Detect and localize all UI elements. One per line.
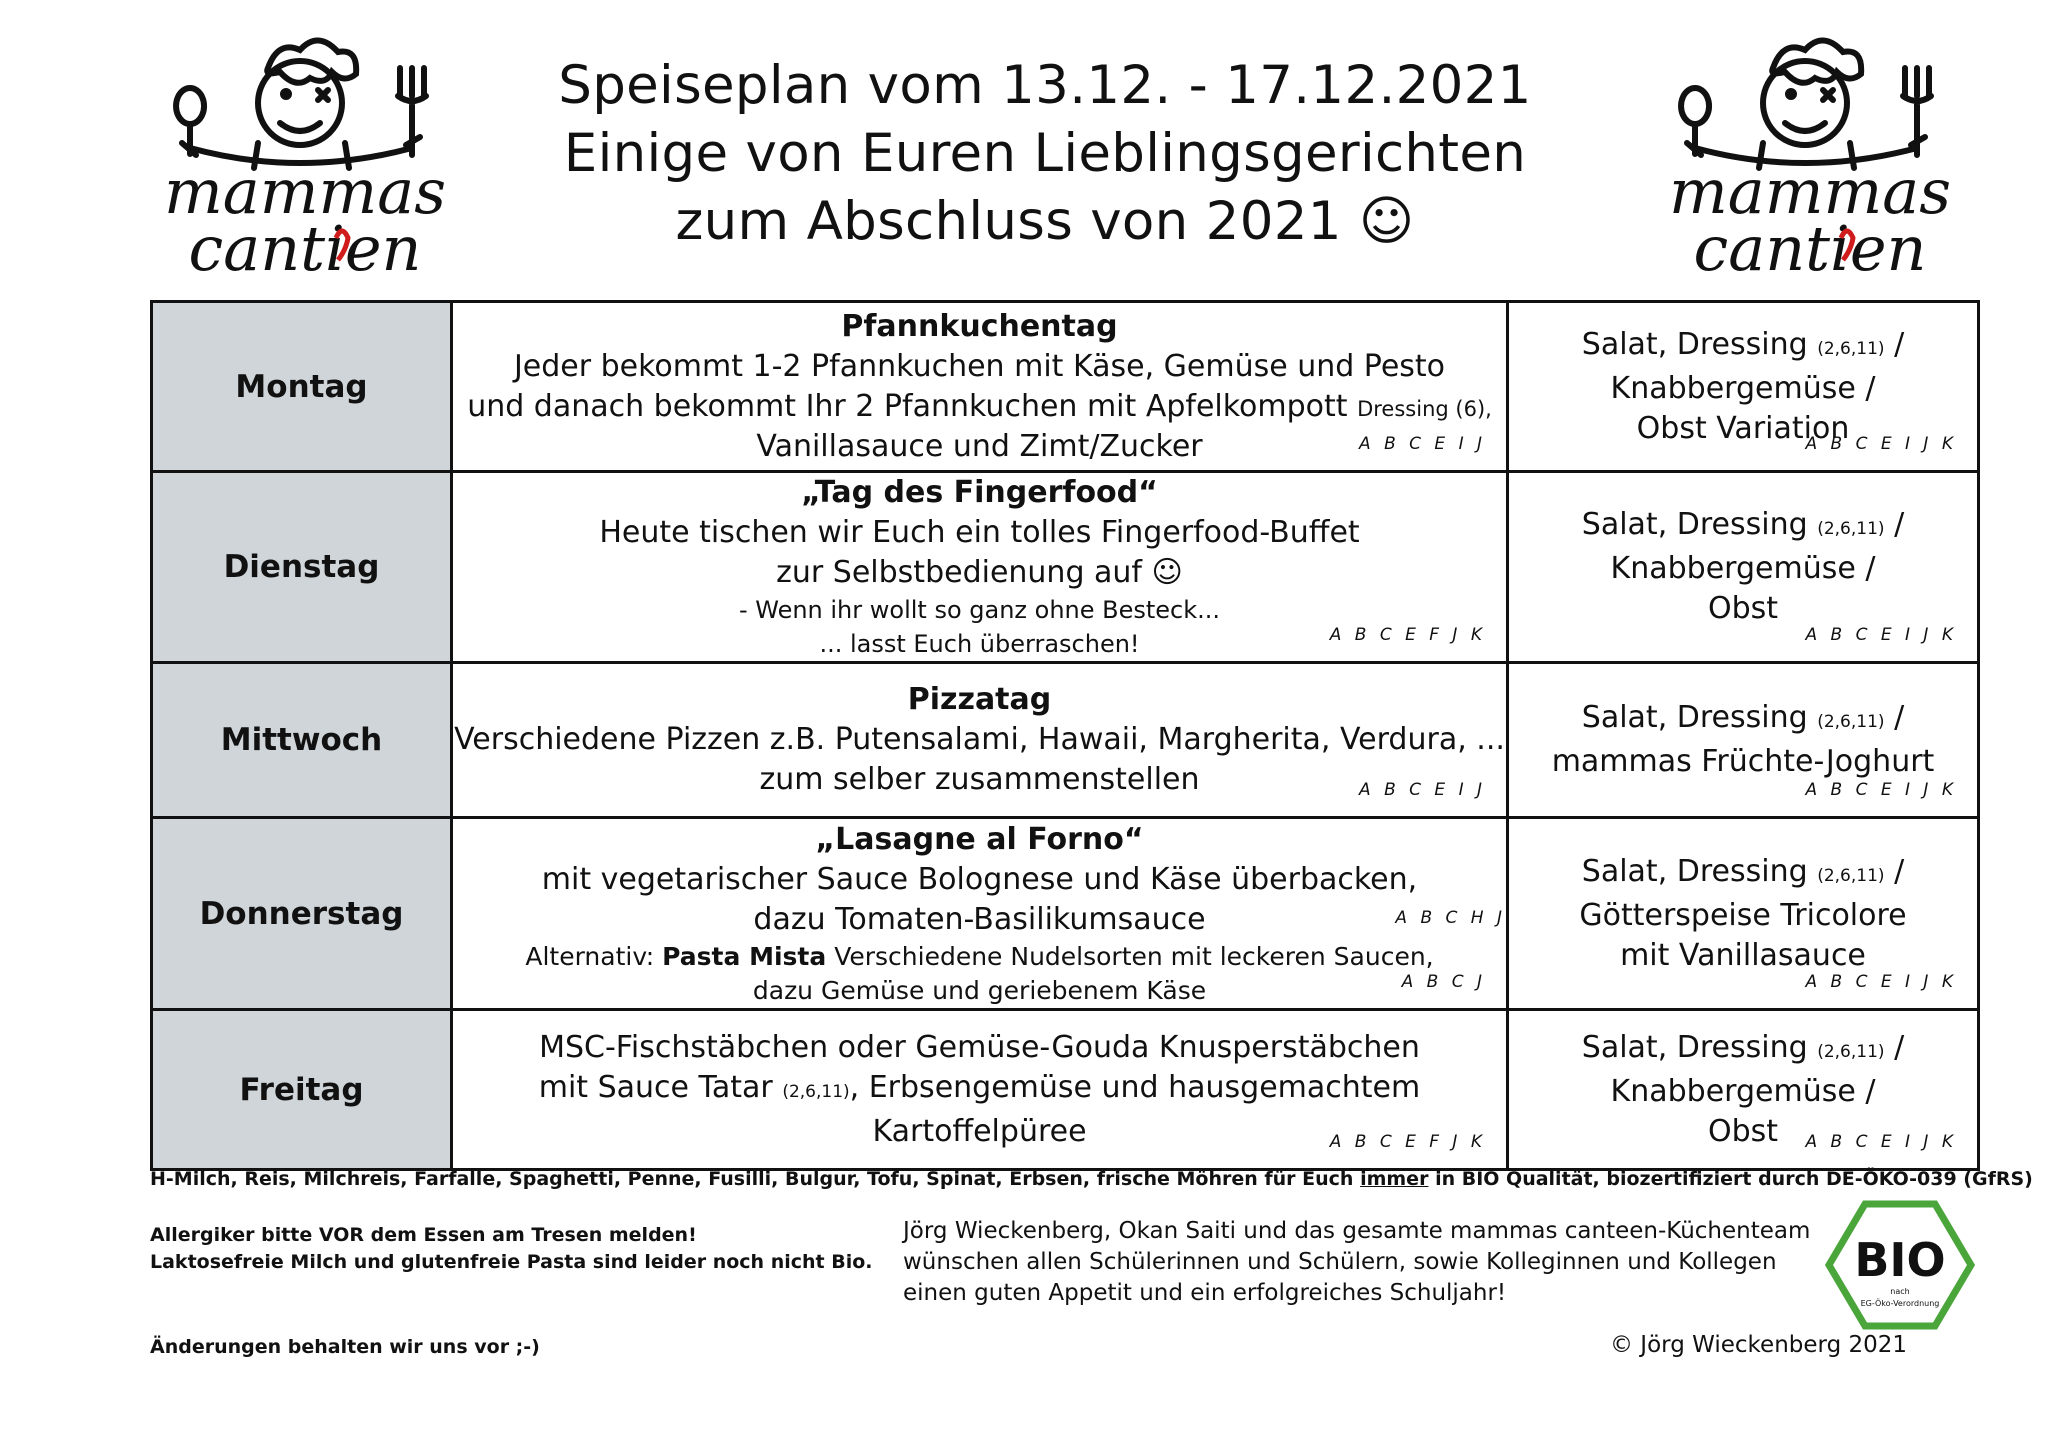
side-dish-cell xyxy=(1508,818,1979,1010)
main-dish-cell xyxy=(452,472,1508,663)
dish-line: Heute tischen wir Euch ein tolles Fingerfood-Buffet xyxy=(599,515,1360,550)
side-line: Knabbergemüse / xyxy=(1610,551,1876,586)
dish-line: Vanillasauce und Zimt/Zucker xyxy=(756,428,1203,464)
side-line: Knabbergemüse / xyxy=(1610,370,1876,406)
side-line: Salat, Dressing (2,6,11) / xyxy=(1581,507,1905,542)
dish-line: Jeder bekommt 1-2 Pfannkuchen mit Käse, Gemüse und Pesto xyxy=(513,348,1446,384)
side-line: Obst xyxy=(1707,1113,1779,1149)
allergen-codes: A B C E I J K xyxy=(1805,1132,1957,1152)
side-dish-cell xyxy=(1508,663,1979,818)
dish-line: mit Sauce Tatar (2,6,11), Erbsengemüse und hausgemachtem Kartoffelpüree xyxy=(538,1069,1421,1149)
bio-seal-text: BIO xyxy=(1854,1233,1946,1287)
allergen-codes: A B C H J xyxy=(1395,907,1506,928)
menu-table xyxy=(150,300,1980,1171)
allergen-codes: A B C E I J K xyxy=(1805,625,1957,645)
table-row xyxy=(152,663,1979,818)
dish-note: - Wenn ihr wollt so ganz ohne Besteck... xyxy=(738,596,1221,624)
dish-note: ... lasst Euch überraschen! xyxy=(819,630,1140,658)
dressing-note: Dressing (6), xyxy=(1357,396,1492,421)
side-line: Götterspeise Tricolore xyxy=(1579,897,1907,933)
main-dish-cell xyxy=(452,663,1508,818)
dish-line: mit vegetarischer Sauce Bolognese und Käse überbacken, xyxy=(541,861,1418,897)
changes-note: Änderungen behalten wir uns vor ;-) xyxy=(150,1336,540,1358)
main-dish-cell xyxy=(452,818,1508,1010)
side-dish-cell xyxy=(1508,1010,1979,1170)
side-line: Knabbergemüse / xyxy=(1610,1073,1876,1109)
table-row xyxy=(152,818,1979,1010)
side-line: Salat, Dressing (2,6,11) / xyxy=(1581,326,1905,362)
dish-line: MSC-Fischstäbchen oder Gemüse-Gouda Knusperstäbchen xyxy=(539,1029,1420,1065)
allergen-codes: A B C E I J K xyxy=(1805,434,1957,454)
dish-title: Pizzatag xyxy=(907,682,1052,717)
table-row xyxy=(152,302,1979,472)
allergen-codes: A B C E I J K xyxy=(1805,972,1957,992)
dish-line: dazu Tomaten-Basilikumsauce A B C H J xyxy=(453,900,1506,940)
side-line: Salat, Dressing (2,6,11) / xyxy=(1581,700,1905,735)
copyright: © Jörg Wieckenberg 2021 xyxy=(1610,1332,1908,1358)
allergen-codes: A B C E I J xyxy=(1359,780,1486,800)
logo-word-cantien: cantien xyxy=(1693,212,1927,278)
day-label: Donnerstag xyxy=(152,818,452,1010)
alternative-line: Alternativ: Pasta Mista Verschiedene Nudelsorten mit leckeren Saucen, xyxy=(525,941,1434,971)
dish-line: zur Selbstbedienung auf ☺ xyxy=(776,555,1183,590)
side-dish-cell xyxy=(1508,302,1979,472)
side-line: mit Vanillasauce xyxy=(1620,937,1866,973)
day-label: Mittwoch xyxy=(152,663,452,818)
mammas-cantien-logo-right xyxy=(1655,28,1965,278)
dish-title: „Tag des Fingerfood“ xyxy=(801,475,1158,510)
dish-line: zum selber zusammenstellen xyxy=(759,762,1200,797)
bio-seal-icon xyxy=(1825,1200,1975,1330)
allergen-codes: A B C E F J K xyxy=(1329,625,1486,645)
dish-title: Pfannkuchentag xyxy=(841,308,1118,344)
bio-seal-sub1: nach xyxy=(1890,1287,1910,1296)
dish-line: und danach bekommt Ihr 2 Pfannkuchen mit Apfelkompott Dressing (6), xyxy=(467,388,1492,424)
side-line: Obst Variation xyxy=(1636,410,1850,446)
side-line: Obst xyxy=(1707,591,1779,626)
alternative-line: dazu Gemüse und geriebenem Käse xyxy=(752,975,1207,1005)
allergen-codes: A B C E I J K xyxy=(1805,780,1957,800)
title-line-3: zum Abschluss von 2021 ☺ xyxy=(675,191,1415,252)
table-row xyxy=(152,1010,1979,1170)
allergen-codes: A B C E F J K xyxy=(1329,1132,1486,1152)
title-line-1: Speiseplan vom 13.12. - 17.12.2021 xyxy=(558,55,1532,116)
day-label: Montag xyxy=(152,302,452,472)
mammas-cantien-logo-left xyxy=(150,28,460,278)
page-title xyxy=(500,52,1590,256)
logo-word-mammas: mammas xyxy=(163,155,447,228)
side-line: Salat, Dressing (2,6,11) / xyxy=(1581,853,1905,889)
allergy-note: Allergiker bitte VOR dem Essen am Tresen melden! Laktosefreie Milch und glutenfreie Pasta sind leider noch nicht Bio. xyxy=(150,1224,873,1273)
main-dish-cell xyxy=(452,302,1508,472)
logo-word-mammas: mammas xyxy=(1668,155,1952,228)
bio-ingredients-note: H-Milch, Reis, Milchreis, Farfalle, Spaghetti, Penne, Fusilli, Bulgur, Tofu, Spinat, Erbsen, frische Möhren für Euch immer in BIO Qualität, biozertifiziert durch DE-ÖKO-039 (GfRS) xyxy=(150,1168,2033,1190)
allergen-codes: A B C J xyxy=(1401,972,1486,992)
logo-word-cantien: cantien xyxy=(188,212,422,278)
main-dish-cell xyxy=(452,1010,1508,1170)
table-row xyxy=(152,472,1979,663)
side-dish-cell xyxy=(1508,472,1979,663)
title-line-2: Einige von Euren Lieblingsgerichten xyxy=(563,123,1527,184)
dish-line: Verschiedene Pizzen z.B. Putensalami, Hawaii, Margherita, Verdura, ... xyxy=(454,722,1505,757)
day-label: Freitag xyxy=(152,1010,452,1170)
bio-seal-sub2: EG-Öko-Verordnung xyxy=(1860,1299,1940,1308)
dish-title: „Lasagne al Forno“ xyxy=(815,821,1144,857)
allergen-codes: A B C E I J xyxy=(1359,434,1486,454)
day-label: Dienstag xyxy=(152,472,452,663)
side-line: mammas Früchte-Joghurt xyxy=(1551,744,1935,779)
side-line: Salat, Dressing (2,6,11) / xyxy=(1581,1029,1905,1065)
greeting-note: Jörg Wieckenberg, Okan Saiti und das gesamte mammas canteen-Küchenteam wünschen allen Schülerinnen und Schülern, sowie Kolleginnen und Kollegen einen guten Appetit und ein erfolgreiches Schuljahr! xyxy=(903,1218,1811,1306)
